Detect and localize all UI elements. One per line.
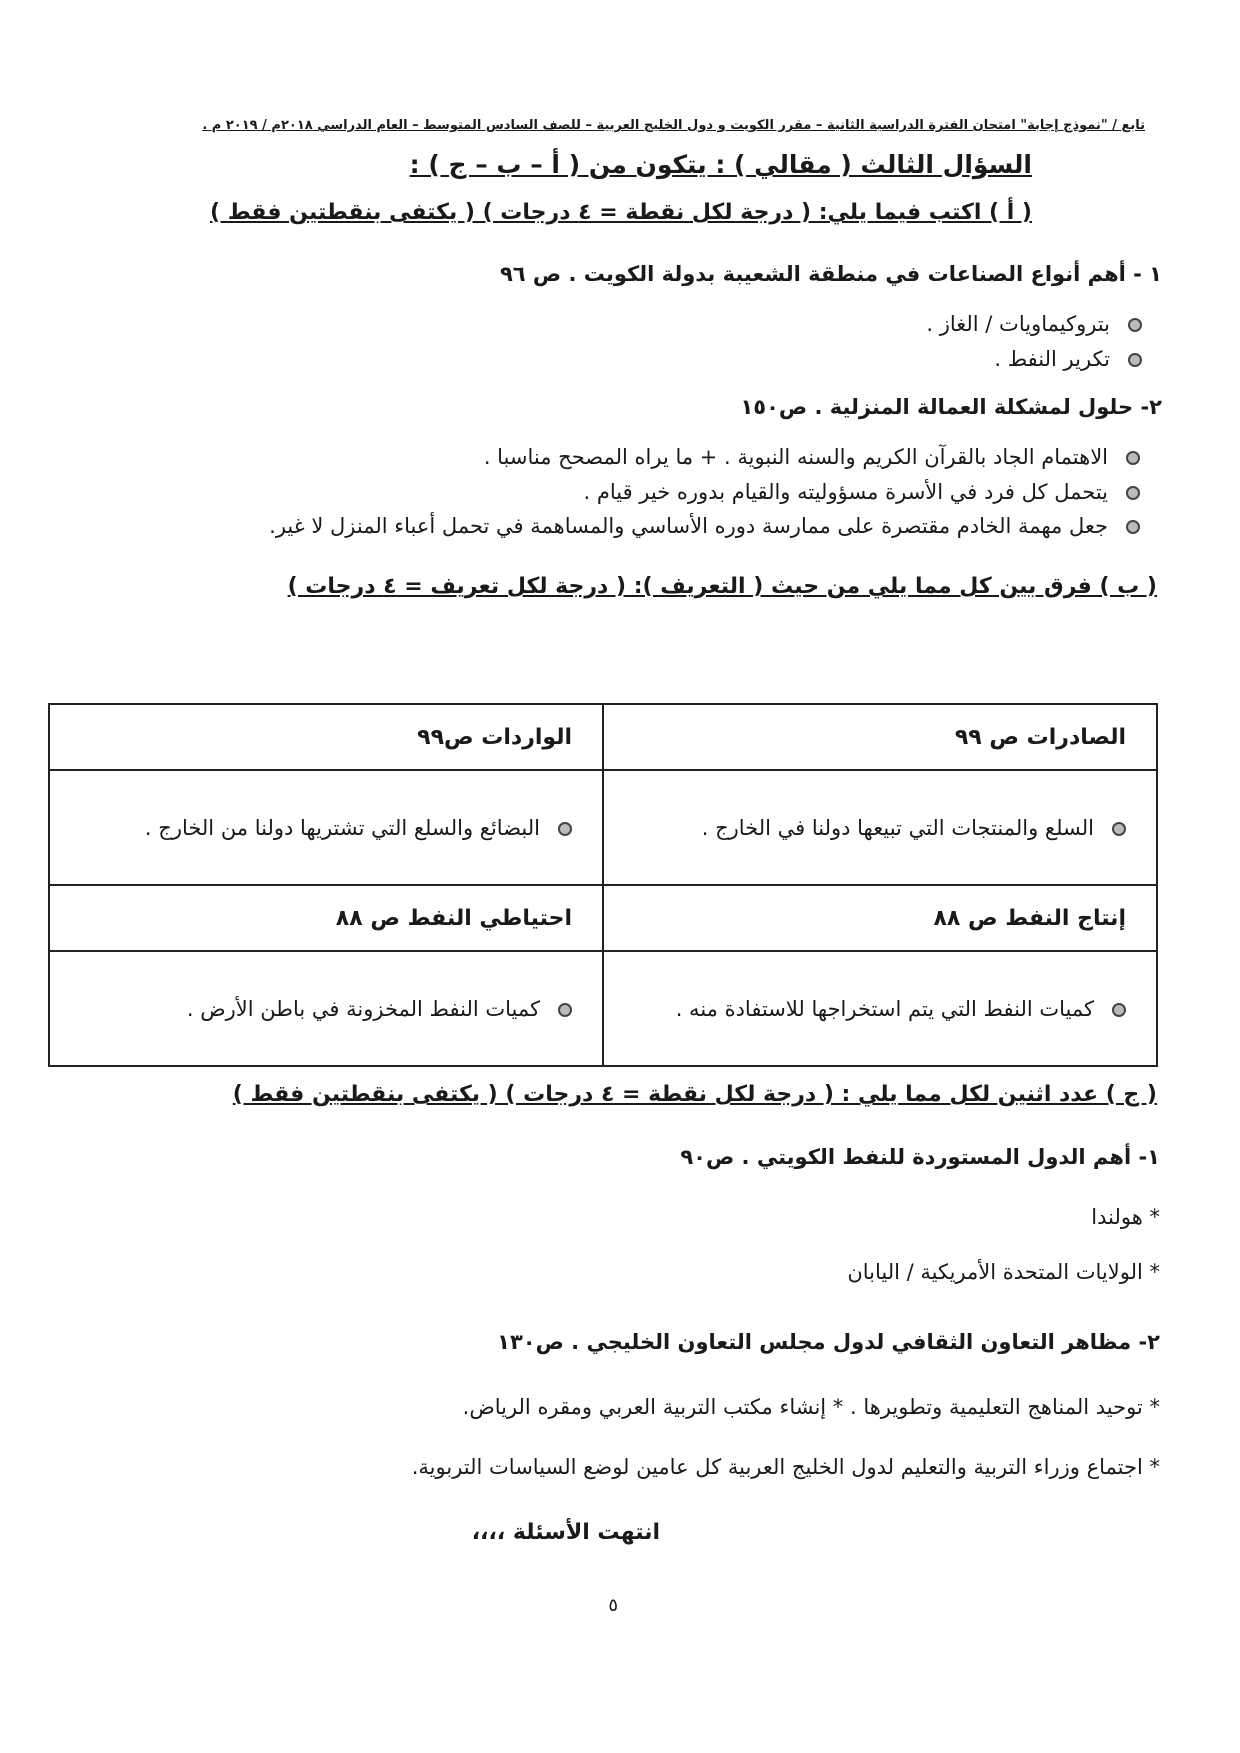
part-c-q1-answer-2: * الولايات المتحدة الأمريكية / اليابان [847, 1260, 1160, 1284]
bullet-icon [1126, 486, 1140, 500]
table-head-oil-production: إنتاج النفط ص ٨٨ [603, 885, 1157, 951]
part-b-title: ( ب ) فرق بين كل مما يلي من حيث ( التعريف ): ( درجة لكل تعريف = ٤ درجات ) [287, 574, 1157, 599]
part-a-question-2: ٢- حلول لمشكلة العمالة المنزلية . ص١٥٠ [740, 395, 1162, 419]
question-title: السؤال الثالث ( مقالي ) : يتكون من ( أ – ب – ج ) : [409, 150, 1032, 179]
bullet-icon [558, 1003, 572, 1017]
part-c-q1-answer-1: * هولندا [1091, 1205, 1160, 1229]
table-cell-oil-production-def: كميات النفط التي يتم استخراجها للاستفادة منه . [603, 951, 1157, 1066]
part-a-q2-answer-2: يتحمل كل فرد في الأسرة مسؤوليته والقيام بدوره خير قيام . [584, 480, 1141, 504]
part-c-q2-answer-2: * اجتماع وزراء التربية والتعليم لدول الخليج العربية كل عامين لوضع السياسات التربوية. [411, 1455, 1160, 1479]
table-row [49, 704, 1157, 770]
part-a-q2-answer-1: الاهتمام الجاد بالقرآن الكريم والسنه النبوية . + ما يراه المصحح مناسبا . [484, 445, 1140, 469]
bullet-icon [1128, 353, 1142, 367]
part-c-q2-answer-1: * توحيد المناهج التعليمية وتطويرها . * إنشاء مكتب التربية العربي ومقره الرياض. [462, 1395, 1160, 1419]
bullet-icon [1112, 1003, 1126, 1017]
table-row [49, 770, 1157, 885]
table-row [49, 951, 1157, 1066]
part-a-q1-answer-2: تكرير النفط . [994, 347, 1142, 371]
bullet-icon [1126, 520, 1140, 534]
bullet-icon [1112, 822, 1126, 836]
part-c-question-2: ٢- مظاهر التعاون الثقافي لدول مجلس التعاون الخليجي . ص١٣٠ [497, 1330, 1160, 1354]
bullet-icon [1126, 451, 1140, 465]
table-cell-exports-def: السلع والمنتجات التي تبيعها دولنا في الخارج . [603, 770, 1157, 885]
page-header: تابع / "نموذج إجابة" امتحان الفترة الدراسية الثانية – مقرر الكويت و دول الخليج العربية – للصف السادس المتوسط – العام الدراسي ٢٠١٨م / ٢٠١٩ م . [202, 118, 1145, 133]
part-a-question-1: ١ - أهم أنواع الصناعات في منطقة الشعيبة بدولة الكويت . ص ٩٦ [499, 262, 1162, 286]
definitions-table [48, 703, 1158, 1067]
table-head-oil-reserves: احتياطي النفط ص ٨٨ [49, 885, 603, 951]
table-cell-imports-def: البضائع والسلع التي تشتريها دولنا من الخارج . [49, 770, 603, 885]
table-cell-oil-reserves-def: كميات النفط المخزونة في باطن الأرض . [49, 951, 603, 1066]
table-head-imports: الواردات ص٩٩ [49, 704, 603, 770]
end-of-questions: انتهت الأسئلة ،،،، [471, 1520, 660, 1545]
table-row [49, 885, 1157, 951]
page-number: ٥ [608, 1595, 618, 1616]
table-head-exports: الصادرات ص ٩٩ [603, 704, 1157, 770]
part-a-q1-answer-1: بتروكيماويات / الغاز . [926, 312, 1142, 336]
part-a-q2-answer-3: جعل مهمة الخادم مقتصرة على ممارسة دوره الأساسي والمساهمة في تحمل أعباء المنزل لا غير. [269, 514, 1140, 538]
bullet-icon [1128, 318, 1142, 332]
bullet-icon [558, 822, 572, 836]
part-c-title: ( ج ) عدد اثنين لكل مما يلي : ( درجة لكل نقطة = ٤ درجات ) ( يكتفى بنقطتين فقط ) [232, 1082, 1157, 1107]
part-a-title: ( أ ) اكتب فيما يلي: ( درجة لكل نقطة = ٤ درجات ) ( يكتفى بنقطتين فقط ) [210, 200, 1032, 225]
part-c-question-1: ١- أهم الدول المستوردة للنفط الكويتي . ص٩٠ [680, 1145, 1160, 1169]
